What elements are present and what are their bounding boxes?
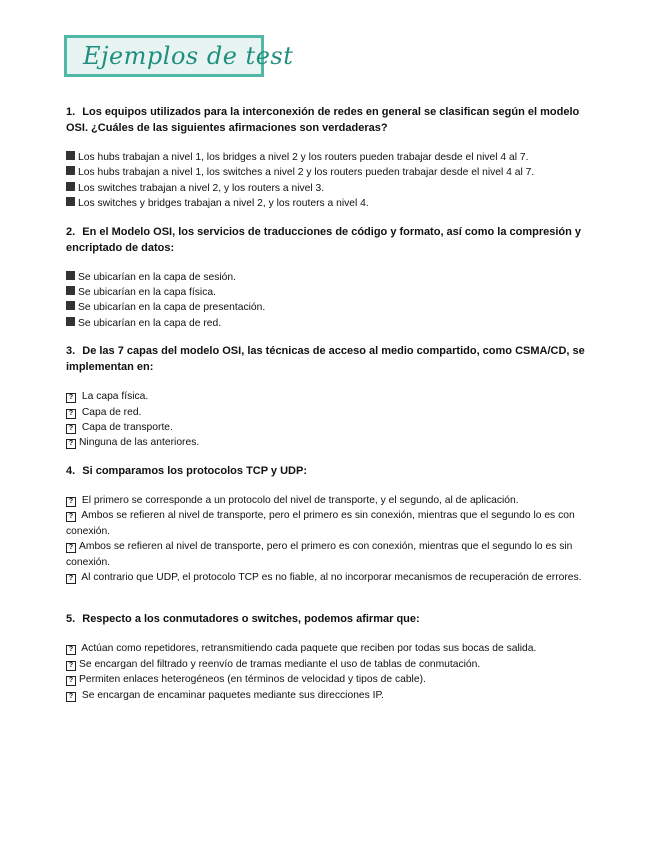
question-4-options bbox=[66, 493, 598, 585]
option-label: Ninguna de las anteriores. bbox=[79, 437, 200, 449]
option-label: Se encargan del filtrado y reenvío de tramas mediante el uso de tablas de conmutación. bbox=[79, 658, 481, 670]
question-5-option-b[interactable] bbox=[66, 657, 598, 672]
unknown-glyph-icon[interactable]: ? bbox=[66, 439, 76, 449]
question-2-options bbox=[66, 270, 598, 332]
question-4 bbox=[66, 463, 598, 479]
checkbox-icon[interactable] bbox=[66, 286, 75, 295]
unknown-glyph-icon[interactable]: ? bbox=[66, 512, 76, 522]
checkbox-icon[interactable] bbox=[66, 182, 75, 191]
checkbox-icon[interactable] bbox=[66, 317, 75, 326]
option-label: Se ubicarían en la capa de sesión. bbox=[78, 271, 236, 283]
unknown-glyph-icon[interactable]: ? bbox=[66, 676, 76, 686]
unknown-glyph-icon[interactable]: ? bbox=[66, 497, 76, 507]
question-2 bbox=[66, 224, 598, 256]
question-3-option-a[interactable] bbox=[66, 389, 598, 404]
title-box bbox=[64, 35, 294, 77]
option-label: Capa de red. bbox=[81, 406, 142, 418]
page-title: Ejemplos de test bbox=[83, 42, 294, 70]
question-4-text: Si comparamos los protocolos TCP y UDP: bbox=[82, 464, 307, 477]
question-4-number: 4. bbox=[66, 464, 76, 477]
question-5-option-c[interactable] bbox=[66, 672, 598, 687]
option-label: Se ubicarían en la capa física. bbox=[78, 287, 216, 299]
question-3-option-c[interactable] bbox=[66, 420, 598, 435]
checkbox-icon[interactable] bbox=[66, 197, 75, 206]
option-label: Se encargan de encaminar paquetes mediante sus direcciones IP. bbox=[81, 689, 384, 701]
checkbox-icon[interactable] bbox=[66, 151, 75, 160]
option-label: Al contrario que UDP, el protocolo TCP es no fiable, al no incorporar mecanismos de recuperación de errores. bbox=[81, 571, 582, 583]
question-3-option-d[interactable] bbox=[66, 435, 598, 450]
question-3-number: 3. bbox=[66, 345, 76, 358]
question-4-option-c[interactable] bbox=[66, 539, 598, 570]
question-5-option-a[interactable] bbox=[66, 641, 546, 656]
question-5-text: Respecto a los conmutadores o switches, podemos afirmar que: bbox=[82, 613, 420, 626]
question-4-option-a[interactable] bbox=[66, 493, 598, 508]
unknown-glyph-icon[interactable]: ? bbox=[66, 393, 76, 403]
option-label: Los hubs trabajan a nivel 1, los switches a nivel 2 y los routers pueden trabajar desde el nivel 4 al 7. bbox=[78, 167, 535, 179]
option-label: Ambos se refieren al nivel de transporte, pero el primero es con conexión, mientras que el segundo lo es sin conexión. bbox=[66, 541, 573, 568]
unknown-glyph-icon[interactable]: ? bbox=[66, 661, 76, 671]
question-3-text: De las 7 capas del modelo OSI, las técnicas de acceso al medio compartido, como CSMA/CD, se implementan en: bbox=[66, 345, 585, 374]
question-3 bbox=[66, 343, 598, 375]
question-1-option-d[interactable] bbox=[66, 196, 598, 211]
question-1-option-c[interactable] bbox=[66, 181, 598, 196]
option-label: Los switches y bridges trabajan a nivel 2, y los routers a nivel 4. bbox=[78, 198, 369, 210]
checkbox-icon[interactable] bbox=[66, 166, 75, 175]
question-1-option-b[interactable] bbox=[66, 165, 598, 180]
question-2-text: En el Modelo OSI, los servicios de traducciones de código y formato, así como la compresión y encriptado de datos: bbox=[66, 225, 582, 254]
question-2-option-d[interactable] bbox=[66, 316, 598, 331]
question-2-option-a[interactable] bbox=[66, 270, 598, 285]
question-3-options bbox=[66, 389, 598, 451]
option-label: Actúan como repetidores, retransmitiendo cada paquete que reciben por todas sus bocas de salida. bbox=[81, 643, 537, 655]
unknown-glyph-icon[interactable]: ? bbox=[66, 574, 76, 584]
option-label: La capa física. bbox=[81, 391, 149, 403]
unknown-glyph-icon[interactable]: ? bbox=[66, 543, 76, 553]
question-1-option-a[interactable] bbox=[66, 150, 598, 165]
question-4-option-d[interactable] bbox=[66, 570, 598, 585]
option-label: Ambos se refieren al nivel de transporte, pero el primero es sin conexión, mientras que el segundo lo es con conexión. bbox=[66, 510, 575, 537]
question-1-text: Los equipos utilizados para la interconexión de redes en general se clasifican según el modelo OSI. ¿Cuáles de las siguientes afirmaciones son verdaderas? bbox=[66, 106, 580, 134]
test-content bbox=[66, 104, 598, 715]
question-1 bbox=[66, 104, 598, 136]
option-label: Permiten enlaces heterogéneos (en términos de velocidad y tipos de cable). bbox=[79, 674, 426, 686]
option-label: Los hubs trabajan a nivel 1, los bridges a nivel 2 y los routers pueden trabajar desde el nivel 4 al 7. bbox=[78, 152, 529, 163]
question-5-number: 5. bbox=[66, 613, 76, 626]
unknown-glyph-icon[interactable]: ? bbox=[66, 692, 76, 702]
question-2-number: 2. bbox=[66, 225, 76, 238]
option-label: Se ubicarían en la capa de red. bbox=[78, 317, 222, 329]
unknown-glyph-icon[interactable]: ? bbox=[66, 424, 76, 434]
question-2-option-c[interactable] bbox=[66, 300, 598, 315]
question-5 bbox=[66, 611, 598, 627]
question-1-options bbox=[66, 150, 598, 212]
section-spacer bbox=[66, 597, 598, 611]
unknown-glyph-icon[interactable]: ? bbox=[66, 409, 76, 419]
option-label: Los switches trabajan a nivel 2, y los routers a nivel 3. bbox=[78, 182, 325, 194]
option-label: Capa de transporte. bbox=[81, 422, 173, 434]
checkbox-icon[interactable] bbox=[66, 301, 75, 310]
question-5-option-d[interactable] bbox=[66, 688, 598, 703]
unknown-glyph-icon[interactable]: ? bbox=[66, 645, 76, 655]
question-1-number: 1. bbox=[66, 106, 76, 118]
question-3-option-b[interactable] bbox=[66, 405, 598, 420]
question-5-options bbox=[66, 641, 598, 703]
option-label: El primero se corresponde a un protocolo del nivel de transporte, y el segundo, al de aplicación. bbox=[81, 494, 519, 506]
question-2-option-b[interactable] bbox=[66, 285, 598, 300]
checkbox-icon[interactable] bbox=[66, 271, 75, 280]
option-label: Se ubicarían en la capa de presentación. bbox=[78, 302, 266, 314]
question-4-option-b[interactable] bbox=[66, 508, 598, 539]
